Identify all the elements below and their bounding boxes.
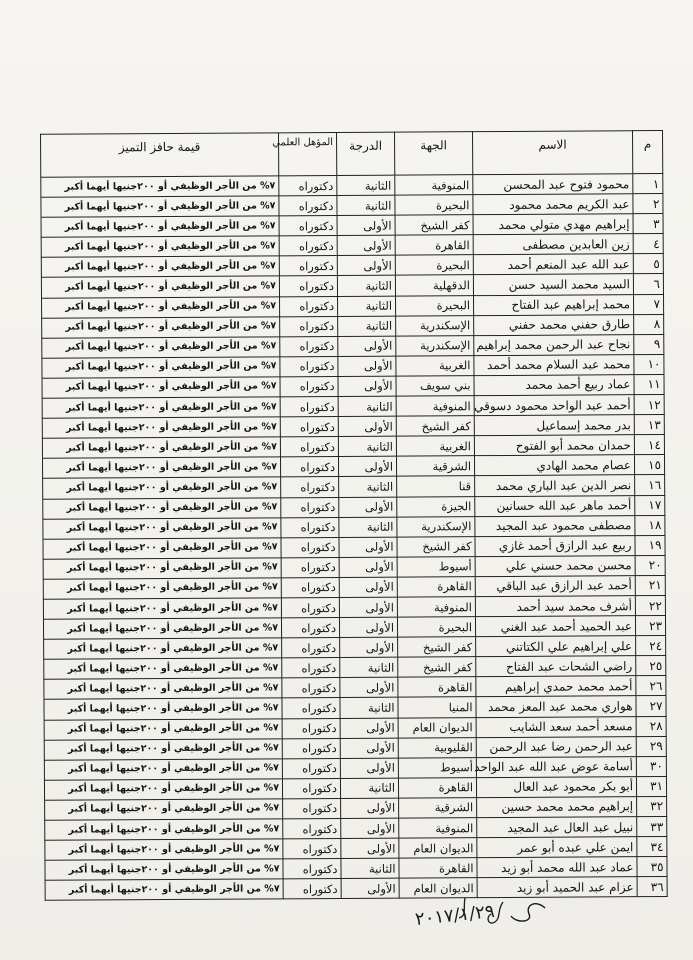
row-incentive-value: ٧% من الأجر الوظيفي أو ٢٠٠جنيها أيهما أكبر bbox=[45, 819, 283, 841]
row-place: القاهرة bbox=[397, 577, 475, 598]
row-place: كفر الشيخ bbox=[395, 215, 473, 236]
row-place: كفر الشيخ bbox=[396, 416, 474, 437]
row-number: ٢٨ bbox=[636, 716, 666, 736]
row-place: الديوان العام bbox=[399, 838, 477, 859]
row-incentive-value: ٧% من الأجر الوظيفي أو ٢٠٠جنيها أيهما أكبر bbox=[41, 236, 279, 258]
row-qualification: دكتوراه bbox=[280, 356, 338, 376]
row-name: إبراهيم مهدي متولي محمد bbox=[473, 214, 633, 235]
row-qualification: دكتوراه bbox=[280, 296, 338, 316]
row-number: ٢٧ bbox=[636, 696, 666, 716]
row-place: أسيوط bbox=[397, 556, 475, 577]
row-incentive-value: ٧% من الأجر الوظيفي أو ٢٠٠جنيها أيهما أكبر bbox=[45, 839, 283, 861]
row-grade: الأولى bbox=[340, 738, 398, 758]
row-grade: الأولى bbox=[341, 818, 399, 838]
handwritten-date: ٢٠١٧/١/٢٩ bbox=[414, 900, 496, 931]
row-incentive-value: ٧% من الأجر الوظيفي أو ٢٠٠جنيها أيهما أكبر bbox=[41, 196, 279, 218]
row-name: ربيع عبد الرازق أحمد غازي bbox=[475, 535, 635, 556]
row-name: مصطفى محمود عبد المجيد bbox=[475, 515, 635, 536]
row-qualification: دكتوراه bbox=[282, 778, 340, 798]
row-qualification: دكتوراه bbox=[281, 577, 339, 597]
row-incentive-value: ٧% من الأجر الوظيفي أو ٢٠٠جنيها أيهما أكبر bbox=[42, 317, 280, 339]
row-qualification: دكتوراه bbox=[282, 658, 340, 678]
row-qualification: دكتوراه bbox=[281, 537, 339, 557]
row-incentive-value: ٧% من الأجر الوظيفي أو ٢٠٠جنيها أيهما أكبر bbox=[42, 337, 280, 359]
row-grade: الأولى bbox=[338, 416, 396, 436]
row-place: الغربية bbox=[396, 436, 474, 457]
row-qualification: دكتوراه bbox=[281, 597, 339, 617]
row-incentive-value: ٧% من الأجر الوظيفي أو ٢٠٠جنيها أيهما أكبر bbox=[43, 477, 281, 499]
row-incentive-value: ٧% من الأجر الوظيفي أو ٢٠٠جنيها أيهما أكبر bbox=[44, 658, 282, 680]
row-name: عبد الله عبد المنعم أحمد bbox=[473, 254, 633, 275]
row-number: ١٨ bbox=[635, 515, 665, 535]
row-grade: الثانية bbox=[337, 195, 395, 215]
row-place: الديوان العام bbox=[398, 717, 476, 738]
row-grade: الثانية bbox=[340, 778, 398, 798]
row-place: الغربية bbox=[396, 356, 474, 377]
row-qualification: دكتوراه bbox=[282, 678, 340, 698]
table-row bbox=[45, 877, 667, 901]
row-place: الجيزة bbox=[397, 496, 475, 517]
header-value: قيمة حافز التميز bbox=[41, 133, 279, 177]
row-grade: الأولى bbox=[341, 838, 399, 858]
row-qualification: دكتوراه bbox=[279, 236, 337, 256]
row-grade: الثانية bbox=[339, 477, 397, 497]
row-place: البحيرة bbox=[397, 617, 475, 638]
row-incentive-value: ٧% من الأجر الوظيفي أو ٢٠٠جنيها أيهما أكبر bbox=[43, 578, 281, 600]
row-place: القاهرة bbox=[398, 677, 476, 698]
row-qualification: دكتوراه bbox=[280, 457, 338, 477]
row-qualification: دكتوراه bbox=[282, 718, 340, 738]
row-number: ٢١ bbox=[635, 575, 665, 595]
row-number: ١٩ bbox=[635, 535, 665, 555]
row-place: الإسكندرية bbox=[397, 516, 475, 537]
table-body bbox=[41, 174, 667, 901]
row-number: ١٥ bbox=[634, 455, 664, 475]
row-name: أسامة عوض عبد الله عبد الواحد bbox=[476, 756, 636, 777]
row-qualification: دكتوراه bbox=[283, 859, 341, 879]
row-place: قنا bbox=[397, 476, 475, 497]
row-qualification: دكتوراه bbox=[283, 798, 341, 818]
row-place: البحيرة bbox=[396, 295, 474, 316]
row-place: القليوبية bbox=[398, 737, 476, 758]
row-number: ١٠ bbox=[634, 354, 664, 374]
row-number: ١٧ bbox=[635, 495, 665, 515]
row-incentive-value: ٧% من الأجر الوظيفي أو ٢٠٠جنيها أيهما أكبر bbox=[45, 879, 283, 901]
row-qualification: دكتوراه bbox=[280, 397, 338, 417]
row-grade: الأولى bbox=[339, 597, 397, 617]
row-name: ايمن علي عبده أبو عمر bbox=[477, 837, 637, 858]
row-grade: الأولى bbox=[340, 677, 398, 697]
row-place: القاهرة bbox=[395, 235, 473, 256]
row-grade: الأولى bbox=[337, 215, 395, 235]
row-qualification: دكتوراه bbox=[281, 618, 339, 638]
row-grade: الثانية bbox=[338, 316, 396, 336]
row-incentive-value: ٧% من الأجر الوظيفي أو ٢٠٠جنيها أيهما أكبر bbox=[44, 678, 282, 700]
row-incentive-value: ٧% من الأجر الوظيفي أو ٢٠٠جنيها أيهما أكبر bbox=[43, 538, 281, 560]
row-qualification: دكتوراه bbox=[279, 196, 337, 216]
row-qualification: دكتوراه bbox=[282, 698, 340, 718]
row-name: نبيل عبد العال عبد المجيد bbox=[477, 817, 637, 838]
row-name: علي إبراهيم علي الكتاتني bbox=[476, 636, 636, 657]
row-name: عبد الكريم محمد محمود bbox=[473, 194, 633, 215]
table-header bbox=[41, 131, 663, 178]
row-number: ٢٢ bbox=[635, 595, 665, 615]
row-incentive-value: ٧% من الأجر الوظيفي أو ٢٠٠جنيها أيهما أكبر bbox=[44, 698, 282, 720]
row-place: المنوفية bbox=[396, 396, 474, 417]
row-number: ٧ bbox=[634, 294, 664, 314]
row-grade: الأولى bbox=[341, 798, 399, 818]
row-place: الديوان العام bbox=[399, 878, 477, 899]
row-number: ١٦ bbox=[635, 475, 665, 495]
row-name: زين العابدين مصطفى bbox=[473, 234, 633, 255]
row-number: ٣١ bbox=[636, 776, 666, 796]
row-qualification: دكتوراه bbox=[283, 839, 341, 859]
row-grade: الثانية bbox=[340, 657, 398, 677]
row-grade: الأولى bbox=[339, 497, 397, 517]
row-grade: الثانية bbox=[338, 396, 396, 416]
row-incentive-value: ٧% من الأجر الوظيفي أو ٢٠٠جنيها أيهما أكبر bbox=[42, 457, 280, 479]
row-number: ٣٤ bbox=[637, 837, 667, 857]
row-number: ٣٥ bbox=[637, 857, 667, 877]
row-qualification: دكتوراه bbox=[281, 557, 339, 577]
row-grade: الأولى bbox=[338, 356, 396, 376]
row-number: ١٢ bbox=[634, 395, 664, 415]
row-qualification: دكتوراه bbox=[279, 256, 337, 276]
row-grade: الثانية bbox=[338, 436, 396, 456]
row-qualification: دكتوراه bbox=[283, 818, 341, 838]
row-place: أسيوط bbox=[398, 757, 476, 778]
row-place: البحيرة bbox=[395, 255, 473, 276]
row-name: السيد محمد السيد حسن bbox=[473, 274, 633, 295]
row-number: ٢٩ bbox=[636, 736, 666, 756]
row-place: كفر الشيخ bbox=[397, 536, 475, 557]
row-incentive-value: ٧% من الأجر الوظيفي أو ٢٠٠جنيها أيهما أكبر bbox=[44, 779, 282, 801]
row-grade: الثانية bbox=[340, 698, 398, 718]
header-qualification: المؤهل العلمي bbox=[279, 132, 337, 175]
row-grade: الأولى bbox=[338, 336, 396, 356]
row-number: ٢٠ bbox=[635, 555, 665, 575]
row-qualification: دكتوراه bbox=[282, 758, 340, 778]
row-name: حمدان محمد أبو الفتوح bbox=[474, 435, 634, 456]
row-incentive-value: ٧% من الأجر الوظيفي أو ٢٠٠جنيها أيهما أكبر bbox=[41, 256, 279, 278]
row-grade: الأولى bbox=[341, 878, 399, 898]
row-place: المنوفية bbox=[399, 818, 477, 839]
row-grade: الأولى bbox=[339, 577, 397, 597]
row-place: الإسكندرية bbox=[396, 335, 474, 356]
incentive-table bbox=[40, 130, 668, 901]
row-incentive-value: ٧% من الأجر الوظيفي أو ٢٠٠جنيها أيهما أكبر bbox=[45, 799, 283, 821]
row-place: كفر الشيخ bbox=[398, 637, 476, 658]
row-grade: الأولى bbox=[337, 235, 395, 255]
row-incentive-value: ٧% من الأجر الوظيفي أو ٢٠٠جنيها أيهما أكبر bbox=[42, 296, 280, 318]
row-number: ٣٦ bbox=[637, 877, 667, 897]
row-qualification: دكتوراه bbox=[281, 517, 339, 537]
row-number: ٣ bbox=[633, 214, 663, 234]
row-place: البحيرة bbox=[395, 195, 473, 216]
row-number: ٢٤ bbox=[636, 636, 666, 656]
row-qualification: دكتوراه bbox=[279, 276, 337, 296]
row-name: أحمد محمد حمدي إبراهيم bbox=[476, 676, 636, 697]
row-place: المنوفية bbox=[397, 597, 475, 618]
row-qualification: دكتوراه bbox=[282, 638, 340, 658]
row-number: ٣٢ bbox=[637, 796, 667, 816]
row-incentive-value: ٧% من الأجر الوظيفي أو ٢٠٠جنيها أيهما أكبر bbox=[45, 859, 283, 881]
row-number: ٦ bbox=[633, 274, 663, 294]
row-grade: الثانية bbox=[341, 858, 399, 878]
row-name: طارق حفني محمد حفني bbox=[474, 314, 634, 335]
row-grade: الثانية bbox=[339, 517, 397, 537]
row-name: محمد إبراهيم عبد الفتاح bbox=[474, 294, 634, 315]
row-number: ٩ bbox=[634, 334, 664, 354]
row-incentive-value: ٧% من الأجر الوظيفي أو ٢٠٠جنيها أيهما أكبر bbox=[42, 357, 280, 379]
header-row bbox=[41, 131, 663, 178]
header-name: الاسم bbox=[473, 131, 633, 175]
row-name: أشرف محمد سيد أحمد bbox=[475, 596, 635, 617]
row-name: هواري محمد عبد المعز محمد bbox=[476, 696, 636, 717]
row-grade: الأولى bbox=[339, 537, 397, 557]
row-qualification: دكتوراه bbox=[280, 437, 338, 457]
row-qualification: دكتوراه bbox=[282, 738, 340, 758]
row-number: ٨ bbox=[634, 314, 664, 334]
row-place: الإسكندرية bbox=[396, 315, 474, 336]
row-qualification: دكتوراه bbox=[281, 477, 339, 497]
row-name: نجاح عبد الرحمن محمد إبراهيم bbox=[474, 334, 634, 355]
row-place: بني سويف bbox=[396, 376, 474, 397]
row-name: أحمد عبد الواحد محمود دسوقي bbox=[474, 395, 634, 416]
row-qualification: دكتوراه bbox=[280, 316, 338, 336]
row-number: ٢٥ bbox=[636, 656, 666, 676]
row-name: أحمد عبد الرازق عبد الباقي bbox=[475, 576, 635, 597]
row-incentive-value: ٧% من الأجر الوظيفي أو ٢٠٠جنيها أيهما أكبر bbox=[43, 618, 281, 640]
row-incentive-value: ٧% من الأجر الوظيفي أو ٢٠٠جنيها أيهما أكبر bbox=[43, 517, 281, 539]
row-incentive-value: ٧% من الأجر الوظيفي أو ٢٠٠جنيها أيهما أكبر bbox=[43, 598, 281, 620]
row-name: عبد الرحمن رضا عبد الرحمن bbox=[476, 736, 636, 757]
row-incentive-value: ٧% من الأجر الوظيفي أو ٢٠٠جنيها أيهما أكبر bbox=[41, 176, 279, 198]
row-grade: الأولى bbox=[338, 376, 396, 396]
row-name: عزام عبد الحميد أبو زيد bbox=[477, 877, 637, 898]
row-qualification: دكتوراه bbox=[279, 175, 337, 195]
row-grade: الأولى bbox=[339, 557, 397, 577]
row-place: الدقهلية bbox=[395, 275, 473, 296]
row-place: الشرقية bbox=[399, 798, 477, 819]
row-qualification: دكتوراه bbox=[281, 497, 339, 517]
row-qualification: دكتوراه bbox=[280, 376, 338, 396]
row-incentive-value: ٧% من الأجر الوظيفي أو ٢٠٠جنيها أيهما أكبر bbox=[43, 558, 281, 580]
row-place: كفر الشيخ bbox=[398, 657, 476, 678]
row-incentive-value: ٧% من الأجر الوظيفي أو ٢٠٠جنيها أيهما أكبر bbox=[43, 497, 281, 519]
row-place: القاهرة bbox=[398, 777, 476, 798]
row-number: ٥ bbox=[633, 254, 663, 274]
row-number: ٣٠ bbox=[636, 756, 666, 776]
row-number: ٢ bbox=[633, 194, 663, 214]
row-incentive-value: ٧% من الأجر الوظيفي أو ٢٠٠جنيها أيهما أكبر bbox=[42, 417, 280, 439]
row-incentive-value: ٧% من الأجر الوظيفي أو ٢٠٠جنيها أيهما أكبر bbox=[41, 276, 279, 298]
row-number: ١١ bbox=[634, 374, 664, 394]
row-number: ٤ bbox=[633, 234, 663, 254]
row-name: محمود فتوح عبد المحسن bbox=[473, 174, 633, 195]
row-name: إبراهيم محمد محمد حسين bbox=[477, 797, 637, 818]
row-qualification: دكتوراه bbox=[280, 417, 338, 437]
row-name: عماد عبد الله محمد أبو زيد bbox=[477, 857, 637, 878]
row-incentive-value: ٧% من الأجر الوظيفي أو ٢٠٠جنيها أيهما أكبر bbox=[41, 216, 279, 238]
row-name: عصام محمد الهادي bbox=[474, 455, 634, 476]
row-incentive-value: ٧% من الأجر الوظيفي أو ٢٠٠جنيها أيهما أكبر bbox=[42, 377, 280, 399]
row-grade: الأولى bbox=[340, 718, 398, 738]
row-name: محمد عبد السلام محمد أحمد bbox=[474, 355, 634, 376]
row-grade: الثانية bbox=[338, 296, 396, 316]
header-place: الجهة bbox=[395, 132, 473, 175]
row-name: نصر الدين عبد الباري محمد bbox=[475, 475, 635, 496]
row-number: ١٤ bbox=[634, 435, 664, 455]
row-incentive-value: ٧% من الأجر الوظيفي أو ٢٠٠جنيها أيهما أكبر bbox=[42, 437, 280, 459]
row-grade: الأولى bbox=[340, 758, 398, 778]
row-incentive-value: ٧% من الأجر الوظيفي أو ٢٠٠جنيها أيهما أكبر bbox=[44, 718, 282, 740]
row-incentive-value: ٧% من الأجر الوظيفي أو ٢٠٠جنيها أيهما أكبر bbox=[44, 759, 282, 781]
row-name: محسن محمد حسني علي bbox=[475, 555, 635, 576]
row-qualification: دكتوراه bbox=[280, 336, 338, 356]
row-incentive-value: ٧% من الأجر الوظيفي أو ٢٠٠جنيها أيهما أكبر bbox=[42, 397, 280, 419]
row-place: المنيا bbox=[398, 697, 476, 718]
row-name: أبو بكر محمود عبد العال bbox=[476, 776, 636, 797]
row-incentive-value: ٧% من الأجر الوظيفي أو ٢٠٠جنيها أيهما أكبر bbox=[44, 738, 282, 760]
row-name: راضي الشحات عبد الفتاح bbox=[476, 656, 636, 677]
row-grade: الثانية bbox=[337, 175, 395, 195]
row-qualification: دكتوراه bbox=[283, 879, 341, 899]
header-no: م bbox=[633, 131, 663, 174]
row-name: مسعد أحمد سعد الشايب bbox=[476, 716, 636, 737]
row-place: الشرقية bbox=[396, 456, 474, 477]
row-name: بدر محمد إسماعيل bbox=[474, 415, 634, 436]
row-number: ٢٦ bbox=[636, 676, 666, 696]
row-number: ٣٣ bbox=[637, 816, 667, 836]
row-grade: الأولى bbox=[337, 256, 395, 276]
row-grade: الأولى bbox=[340, 637, 398, 657]
header-grade: الدرجة bbox=[337, 132, 395, 175]
row-number: ١ bbox=[633, 174, 663, 194]
row-name: عماد ربيع أحمد محمد bbox=[474, 375, 634, 396]
row-incentive-value: ٧% من الأجر الوظيفي أو ٢٠٠جنيها أيهما أكبر bbox=[44, 638, 282, 660]
row-name: أحمد ماهر عبد الله حسانين bbox=[475, 495, 635, 516]
row-place: القاهرة bbox=[399, 858, 477, 879]
row-name: عبد الحميد أحمد عبد الغني bbox=[475, 616, 635, 637]
row-number: ١٣ bbox=[634, 415, 664, 435]
row-number: ٢٣ bbox=[635, 616, 665, 636]
row-grade: الثانية bbox=[337, 276, 395, 296]
row-place: المنوفية bbox=[395, 175, 473, 196]
row-qualification: دكتوراه bbox=[279, 216, 337, 236]
row-grade: الأولى bbox=[339, 617, 397, 637]
row-grade: الأولى bbox=[338, 456, 396, 476]
